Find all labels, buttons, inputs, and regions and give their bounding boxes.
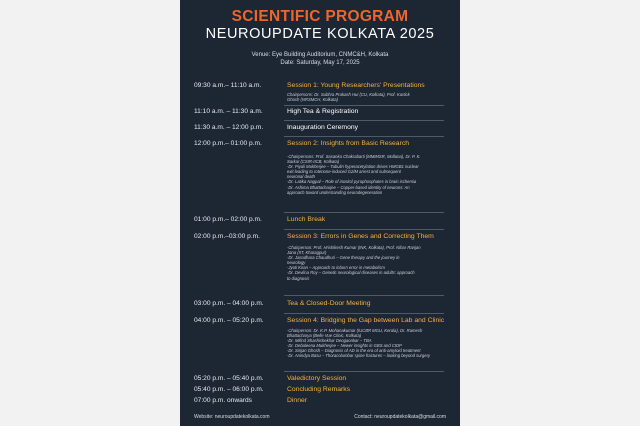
session-title: High Tea & Registration xyxy=(287,108,359,115)
divider xyxy=(284,120,444,121)
session-title: Session 3: Errors in Genes and Correcting Them xyxy=(287,233,434,240)
detail-line: ·Chairperson: Dr. K.P. Mohanakumar (IUCBR MGU, Kerala), Dr. Ramesh xyxy=(287,328,423,333)
time-slot: 11:30 a.m. – 12:00 p.m. xyxy=(194,124,264,131)
detail-line: Sarkar (CSIR-IICB, Kolkata) xyxy=(287,159,340,165)
time-slot: 12:00 p.m.– 01:00 p.m. xyxy=(194,140,262,147)
session-details xyxy=(287,245,452,281)
divider xyxy=(284,229,444,230)
time-slot: 09:30 a.m.– 11:10 a.m. xyxy=(194,82,262,89)
detail-line: ·Dr. Anindya Basu – Thoracolumbar spine fractures – looking beyond surgery xyxy=(287,353,431,359)
detail-line: to diagnosis xyxy=(287,275,310,281)
session-details xyxy=(287,328,452,359)
detail-line: ·Dr. Milind Shashishekhar Deogaonkar – TBA xyxy=(287,338,372,344)
venue-line: Venue: Eye Building Auditorium, CNMC&H, Kolkata xyxy=(251,52,389,58)
time-slot: 05:40 p.m. – 06:00 p.m. xyxy=(194,386,264,393)
detail-line: neuronal death xyxy=(287,174,315,180)
divider xyxy=(284,212,444,213)
session-details xyxy=(287,92,452,102)
divider xyxy=(284,136,444,137)
detail-line: Chairpersons: Dr. Subhra Prakash Hui (CU, Kolkata), Prof. Kartick xyxy=(287,92,410,97)
detail-line: ·Dr. Devlina Roy – Genetic neurological diseases in adults: approach xyxy=(287,270,415,276)
detail-line: exit leading to rotenone-induced G2/M arrest and subsequent xyxy=(287,169,401,175)
detail-line: ·Chairpersons: Prof. Sasanka Chakrabarti (MMIMSR, Mullana), Dr. P. K. xyxy=(287,154,421,159)
divider xyxy=(284,105,444,106)
event-name: NEUROUPDATE KOLKATA 2025 xyxy=(205,26,435,42)
detail-line: ·Jyoti Kiran – Approach to inborn error in metabolism xyxy=(287,265,385,271)
time-slot: 04:00 p.m. – 05:20 p.m. xyxy=(194,317,264,324)
divider xyxy=(284,371,444,372)
session-title: Lunch Break xyxy=(287,216,326,223)
session-title: Tea & Closed-Door Meeting xyxy=(287,300,371,307)
date-line: Date: Saturday, May 17, 2025 xyxy=(280,60,360,66)
detail-line: ·Chairperson: Prof. Hrishikesh Kumar (INK, Kolkata), Prof. Nihar Ranjan xyxy=(287,245,421,250)
session-title: Dinner xyxy=(287,397,308,404)
website-link[interactable]: Website: neuroupdatekolkata.com xyxy=(194,414,270,420)
detail-line: Jana (IIT, Kharagpur) xyxy=(287,250,327,256)
time-slot: 11:10 a.m. – 11:30 a.m. xyxy=(194,108,263,115)
detail-line: ·Dr. Piyali Mukherjee – Tubulin hyperacetylation drives HMGB1 nuclear xyxy=(287,164,419,170)
detail-line: ·Dr. Sinjan Ghosh – Diagnosis of AD in the era of anti-amyloid treatment xyxy=(287,348,421,354)
session-title: Session 4: Bridging the Gap between Lab and Clinic xyxy=(287,317,445,324)
detail-line: Bhattacharya (Belle Vue Clinic, Kolkata) xyxy=(287,333,362,339)
divider xyxy=(284,313,444,314)
time-slot: 05:20 p.m. – 05:40 p.m. xyxy=(194,375,264,382)
contact-email[interactable]: Contact: neuroupdatekolkata@gmail.com xyxy=(354,414,446,420)
detail-line: ·Dr. Ashima Bhattacharjee – Copper-based identity of neurons: An xyxy=(287,184,410,190)
time-slot: 01:00 p.m.– 02:00 p.m. xyxy=(194,216,262,223)
detail-line: Ghosh (NRSMCH, Kolkata) xyxy=(287,97,338,103)
divider xyxy=(284,295,444,296)
session-title: Inauguration Ceremony xyxy=(287,124,359,131)
detail-line: ·Dr. Jasodhara Chaudhuri – Gene therapy and the journey in xyxy=(287,255,400,261)
program-title: SCIENTIFIC PROGRAM xyxy=(231,8,409,25)
time-slot: 02:00 p.m.–03:00 p.m. xyxy=(194,233,260,240)
time-slot: 03:00 p.m. – 04:00 p.m. xyxy=(194,300,264,307)
session-title: Concluding Remarks xyxy=(287,386,351,393)
session-details xyxy=(287,154,452,195)
program-poster xyxy=(180,0,460,426)
detail-line: approach toward understanding neurodegeneration xyxy=(287,189,383,195)
detail-line: neurology xyxy=(287,260,306,266)
time-slot: 07:00 p.m. onwards xyxy=(194,397,252,404)
session-title: Valedictory Session xyxy=(287,375,347,382)
session-title: Session 2: Insights from Basic Research xyxy=(287,140,410,147)
session-title: Session 1: Young Researchers' Presentations xyxy=(287,82,425,89)
detail-line: ·Dr. Latika Nagpal – Role of inositol pyrophosphates in brain ischemia xyxy=(287,179,417,185)
detail-line: ·Dr. Debaleena Mukherjee – Newer insights in GBS and CIDP xyxy=(287,343,402,349)
